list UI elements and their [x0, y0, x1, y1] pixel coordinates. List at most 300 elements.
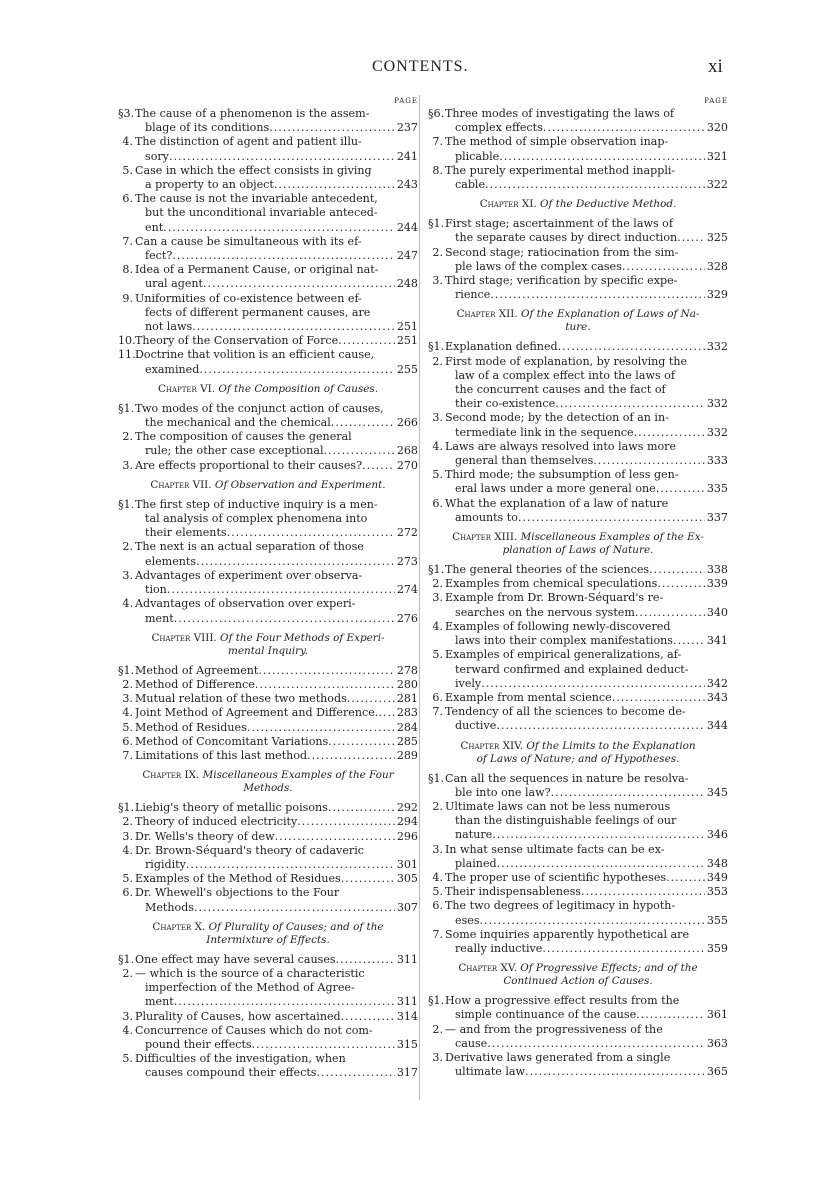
entry-text: Concurrence of Causes which do not com- [135, 1023, 373, 1037]
entry-text: The two degrees of legitimacy in hypoth- [445, 899, 676, 913]
entry-last-line [135, 664, 418, 678]
entry-text: ment [145, 995, 174, 1009]
section-number: 5. [122, 1052, 133, 1066]
chapter-label: Chapter IX. [142, 769, 200, 782]
toc-entry [428, 994, 728, 1022]
entry-text: Examples of empirical generalizations, af- [445, 648, 682, 662]
toc-entry [428, 648, 728, 691]
toc-entry [118, 844, 418, 872]
toc-list-left [118, 107, 418, 1081]
entry-text: Explanation defined [445, 340, 558, 354]
entry-last-line [135, 995, 418, 1009]
entry-text: rigidity [145, 857, 186, 871]
section-number: 3. [432, 274, 443, 288]
entry-text: Examples of the Method of Residues [135, 872, 341, 886]
entry-text: Examples of following newly-discovered [445, 619, 671, 633]
page-ref: 344 [706, 719, 728, 733]
section-number: 9. [122, 291, 133, 305]
entry-last-line [445, 677, 728, 691]
toc-entry [428, 164, 728, 192]
entry-text: The general theories of the sciences [445, 563, 650, 577]
entry-text: ment [145, 611, 174, 625]
toc-entry [428, 274, 728, 302]
dot-leader [543, 121, 705, 135]
entry-last-line [445, 288, 728, 302]
page-ref: 268 [396, 444, 418, 458]
toc-entry [118, 664, 418, 678]
chapter-label: Chapter XII. [456, 308, 518, 321]
entry-text: rule; the other case exceptional [145, 444, 324, 458]
toc-entry [118, 830, 418, 844]
entry-last-line [135, 830, 418, 844]
toc-entry [428, 217, 728, 245]
section-number: 3. [432, 842, 443, 856]
chapter-title: ture. [565, 321, 591, 334]
entry-text: Method of Agreement [135, 663, 259, 677]
toc-entry [118, 164, 418, 192]
section-number: 2. [432, 799, 443, 813]
entry-text: Advantages of observation over experi- [135, 597, 356, 611]
section-number: 3. [122, 568, 133, 582]
page-ref: 314 [396, 1009, 418, 1023]
section-number: 4. [122, 597, 133, 611]
page-ref: 237 [396, 121, 418, 135]
toc-entry [428, 928, 728, 956]
dot-leader [657, 577, 704, 591]
toc-entry [118, 749, 418, 763]
chapter-title: Of the Limits to the Explanation [526, 739, 696, 752]
entry-text: Theory of induced electricity [135, 815, 298, 829]
dot-leader [542, 942, 704, 956]
chapter-title: Of the Composition of Causes. [218, 382, 379, 395]
entry-text: sory [145, 149, 169, 163]
entry-text: Dr. Brown-Séquard's theory of cadaveric [135, 843, 364, 857]
chapter-label: Chapter XV. [458, 962, 517, 975]
entry-text: Joint Method of Agreement and Difference. [135, 706, 379, 720]
toc-entry [118, 597, 418, 625]
dot-leader [297, 815, 395, 829]
page-ref: 272 [396, 526, 418, 540]
entry-last-line [445, 1008, 728, 1022]
entry-last-line [135, 1010, 418, 1024]
entry-text: ively [455, 676, 482, 690]
entry-text: tion [145, 583, 167, 597]
page-ref: 342 [706, 676, 728, 690]
dot-leader [186, 858, 395, 872]
section-number: 2. [432, 245, 443, 259]
dot-leader [307, 749, 395, 763]
dot-leader [274, 178, 395, 192]
section-number: 6. [432, 690, 443, 704]
page-ref: 248 [396, 277, 418, 291]
page-ref: 301 [396, 857, 418, 871]
page-ref: 317 [396, 1066, 418, 1080]
page-title: CONTENTS. [372, 58, 469, 75]
page-ref: 343 [706, 690, 728, 704]
section-number: §1. [118, 401, 135, 415]
section-number: 4. [432, 870, 443, 884]
dot-leader [490, 288, 704, 302]
dot-leader [496, 719, 705, 733]
right-column [428, 95, 728, 1079]
toc-entry [428, 691, 728, 705]
toc-entry [118, 735, 418, 749]
entry-text: their elements [145, 526, 227, 540]
entry-last-line [445, 634, 728, 648]
toc-entry [428, 497, 728, 525]
entry-text: Can a cause be simultaneous with its ef- [135, 234, 362, 248]
toc-entry [118, 721, 418, 735]
entry-text: Second stage; ratiocination from the sim- [445, 245, 679, 259]
page-ref: 292 [396, 801, 418, 815]
entry-last-line [135, 178, 418, 192]
entry-text: ent [145, 220, 164, 234]
page-ref: 241 [396, 149, 418, 163]
page-ref: 276 [396, 611, 418, 625]
entry-text: Third mode; the subsumption of less gen- [445, 468, 679, 482]
page-ref: 325 [706, 231, 728, 245]
entry-last-line [445, 719, 728, 733]
toc-entry [428, 1051, 728, 1079]
section-number: §6. [428, 107, 445, 120]
page-ref: 322 [706, 178, 728, 192]
entry-last-line [135, 706, 418, 720]
toc-entry [118, 540, 418, 568]
page-ref: 339 [706, 577, 728, 591]
section-number: 4. [432, 619, 443, 633]
dot-leader [338, 334, 395, 348]
toc-entry [118, 1010, 418, 1024]
entry-text: ultimate law [455, 1065, 526, 1079]
entry-text: The distinction of agent and patient illu- [135, 135, 362, 149]
dot-leader [551, 786, 705, 800]
entry-text: imperfection of the Method of Agree- [145, 981, 355, 995]
toc-entry [428, 620, 728, 648]
entry-text: Method of Residues [135, 720, 247, 734]
section-number: 11. [118, 348, 136, 362]
entry-last-line [445, 231, 728, 245]
dot-leader [497, 857, 705, 871]
page-ref: 333 [706, 454, 728, 468]
section-number: 7. [122, 748, 133, 762]
entry-text: blage of its conditions [145, 121, 270, 135]
entry-text: ple laws of the complex cases [455, 259, 622, 273]
section-number: §1. [428, 340, 445, 354]
section-number: §1. [118, 663, 135, 677]
entry-last-line [135, 858, 418, 872]
entry-text: Doctrine that volition is an efficient cause, [135, 348, 375, 362]
section-number: 4. [122, 1023, 133, 1037]
entry-last-line [135, 334, 418, 348]
section-number: 2. [122, 815, 133, 829]
chapter-heading [428, 308, 728, 334]
entry-last-line [135, 459, 418, 473]
dot-leader [525, 1065, 705, 1079]
entry-last-line [445, 178, 728, 192]
entry-last-line [445, 150, 728, 164]
toc-entry [118, 872, 418, 886]
entry-text: a property to an object [145, 178, 274, 192]
entry-last-line [445, 426, 728, 440]
entry-text: fect? [145, 249, 173, 263]
page-column-label: PAGE [394, 97, 418, 105]
entry-text: examined [145, 362, 200, 376]
entry-last-line [135, 815, 418, 829]
section-number: 2. [432, 354, 443, 368]
entry-text: The method of simple observation inap- [445, 135, 669, 149]
entry-text: Are effects proportional to their causes? [135, 458, 363, 472]
dot-leader [167, 583, 395, 597]
toc-entry [118, 107, 418, 135]
entry-last-line [135, 249, 418, 263]
chapter-title: Of Plurality of Causes; and of the [208, 920, 384, 933]
page-ref: 355 [706, 913, 728, 927]
page-ref: 337 [706, 510, 728, 524]
section-number: §1. [118, 801, 135, 815]
dot-leader [199, 363, 394, 377]
toc-entry [118, 292, 418, 335]
entry-text: terward confirmed and explained deduct- [455, 662, 689, 676]
toc-entry [118, 801, 418, 815]
chapter-label: Chapter X. [152, 920, 206, 933]
entry-text: the mechanical and the chemical [145, 416, 331, 430]
dot-leader [172, 249, 395, 263]
page-ref: 311 [396, 952, 418, 966]
toc-entry [118, 498, 418, 541]
toc-list-right [428, 107, 728, 1079]
section-number: 6. [432, 899, 443, 913]
page-ref: 353 [706, 885, 728, 899]
page-ref: 363 [706, 1036, 728, 1050]
entry-text: Tendency of all the sciences to become de- [445, 705, 686, 719]
entry-last-line [135, 555, 418, 569]
entry-last-line [445, 511, 728, 525]
entry-last-line [135, 692, 418, 706]
dot-leader [480, 914, 705, 928]
section-number: 8. [432, 163, 443, 177]
entry-text: — which is the source of a characteristic [135, 966, 365, 980]
chapter-title: of Laws of Nature; and of Hypotheses. [476, 752, 680, 765]
dot-leader [163, 221, 395, 235]
dot-leader [378, 706, 395, 720]
dot-leader [316, 1066, 394, 1080]
section-number: 2. [122, 540, 133, 554]
entry-text: Advantages of experiment over observa- [135, 568, 363, 582]
page-ref: 320 [706, 121, 728, 135]
section-number: 3. [432, 411, 443, 425]
section-number: 10. [118, 334, 136, 348]
entry-text: One effect may have several causes [135, 952, 336, 966]
entry-last-line [135, 801, 418, 815]
section-number: 6. [122, 734, 133, 748]
chapter-heading [118, 921, 418, 947]
page-ref: 332 [706, 340, 728, 354]
dot-leader [341, 1010, 395, 1024]
page-ref: 345 [706, 785, 728, 799]
entry-text: Plurality of Causes, how ascertained [135, 1009, 341, 1023]
dot-leader [347, 692, 395, 706]
page-ref: 278 [396, 663, 418, 677]
toc-entry [428, 563, 728, 577]
section-number: §3. [118, 107, 135, 120]
entry-last-line [135, 277, 418, 291]
entry-text: Second mode; by the detection of an in- [445, 411, 669, 425]
toc-entry [428, 705, 728, 733]
section-number: 7. [432, 135, 443, 149]
dot-leader [656, 482, 705, 496]
dot-leader [336, 953, 395, 967]
section-number: 5. [432, 885, 443, 899]
entry-text: pound their effects [145, 1037, 252, 1051]
entry-text: How a progressive effect results from the [445, 994, 680, 1008]
entry-last-line [135, 150, 418, 164]
entry-text: cause [455, 1036, 488, 1050]
entry-text: The purely experimental method inappli- [445, 163, 676, 177]
page-ref: 243 [396, 178, 418, 192]
entry-text: rience [455, 288, 491, 302]
section-number: §1. [428, 771, 445, 785]
page-ref: 289 [396, 748, 418, 762]
entry-text: The composition of causes the general [135, 430, 352, 444]
toc-entry [428, 340, 728, 354]
dot-leader [328, 735, 395, 749]
section-number: 2. [432, 1022, 443, 1036]
chapter-title: Continued Action of Causes. [503, 975, 653, 988]
toc-entry [118, 692, 418, 706]
dot-leader [499, 150, 705, 164]
page-ref: 251 [396, 334, 418, 348]
dot-leader [492, 828, 705, 842]
dot-leader [275, 830, 395, 844]
entry-text: Method of Difference [135, 677, 255, 691]
entry-text: The proper use of scientific hypotheses [445, 870, 667, 884]
entry-text: termediate link in the sequence [455, 425, 634, 439]
dot-leader [341, 872, 395, 886]
page-ref: 332 [706, 425, 728, 439]
chapter-heading [118, 383, 418, 396]
page-ref: 321 [706, 149, 728, 163]
section-number: 4. [122, 843, 133, 857]
section-number: 3. [122, 1009, 133, 1023]
section-number: 6. [122, 192, 133, 206]
chapter-title: Miscellaneous Examples of the Four [202, 769, 394, 782]
dot-leader [203, 277, 395, 291]
entry-last-line [445, 577, 728, 591]
dot-leader [269, 121, 395, 135]
entry-text: Ultimate laws can not be less numerous [445, 799, 671, 813]
toc-entry [118, 1024, 418, 1052]
entry-text: but the unconditional invariable anteced- [145, 206, 378, 220]
entry-text: their co-existence [455, 397, 556, 411]
section-number: 4. [432, 439, 443, 453]
dot-leader [555, 397, 705, 411]
page-number: xi [708, 56, 723, 77]
dot-leader [196, 555, 395, 569]
page-ref: 349 [706, 870, 728, 884]
dot-leader [518, 511, 705, 525]
dot-leader [485, 178, 705, 192]
page-ref: 361 [706, 1008, 728, 1022]
section-number: 7. [432, 705, 443, 719]
toc-entry [428, 591, 728, 619]
entry-last-line [135, 583, 418, 597]
dot-leader [673, 634, 705, 648]
entry-last-line [135, 121, 418, 135]
entry-text: Some inquiries apparently hypothetical are [445, 927, 690, 941]
entry-last-line [445, 121, 728, 135]
chapter-title: Methods. [243, 782, 293, 795]
section-number: 2. [122, 430, 133, 444]
section-number: 2. [122, 966, 133, 980]
dot-leader [252, 1038, 395, 1052]
section-number: 2. [432, 577, 443, 591]
section-number: §1. [118, 497, 135, 511]
entry-last-line [445, 1065, 728, 1079]
section-number: 5. [122, 872, 133, 886]
dot-leader [227, 526, 395, 540]
chapter-label: Chapter XIV. [460, 739, 524, 752]
entry-last-line [445, 397, 728, 411]
chapter-title: Miscellaneous Examples of the Ex- [520, 531, 704, 544]
toc-entry [118, 402, 418, 430]
page-ref: 273 [396, 554, 418, 568]
entry-last-line [135, 1066, 418, 1080]
page-ref: 359 [706, 941, 728, 955]
entry-last-line [445, 885, 728, 899]
entry-text: nature [455, 828, 493, 842]
entry-text: complex effects [455, 121, 543, 135]
page-ref: 296 [396, 829, 418, 843]
entry-last-line [445, 691, 728, 705]
entry-text: the separate causes by direct induction [455, 231, 678, 245]
page-ref: 281 [396, 692, 418, 706]
section-number: 5. [122, 720, 133, 734]
entry-text: causes compound their effects [145, 1066, 317, 1080]
toc-entry [428, 411, 728, 439]
dot-leader [558, 340, 705, 354]
section-number: 5. [432, 648, 443, 662]
entry-last-line [445, 857, 728, 871]
entry-last-line [445, 482, 728, 496]
section-number: 6. [122, 886, 133, 900]
entry-text: searches on the nervous system [455, 605, 635, 619]
entry-last-line [135, 612, 418, 626]
toc-entry [428, 246, 728, 274]
toc-entry [118, 678, 418, 692]
entry-text: laws into their complex manifestations [455, 634, 673, 648]
dot-leader [247, 721, 395, 735]
entry-text: Can all the sequences in nature be resolva- [445, 771, 689, 785]
section-number: §1. [118, 952, 135, 966]
toc-entry [428, 772, 728, 800]
entry-text: Mutual relation of these two methods [135, 692, 347, 706]
chapter-heading [428, 962, 728, 988]
entry-last-line [135, 735, 418, 749]
toc-entry [118, 430, 418, 458]
section-number: 3. [122, 692, 133, 706]
entry-last-line [135, 221, 418, 235]
chapter-heading [428, 531, 728, 557]
entry-text: elements [145, 554, 197, 568]
entry-text: Uniformities of co-existence between ef- [135, 291, 362, 305]
page-ref: 307 [396, 900, 418, 914]
toc-entry [118, 235, 418, 263]
entry-text: Liebig's theory of metallic poisons [135, 801, 328, 815]
toc-entry [428, 355, 728, 412]
toc-entry [428, 885, 728, 899]
dot-leader [622, 260, 705, 274]
entry-text: Three modes of investigating the laws of [445, 107, 674, 120]
